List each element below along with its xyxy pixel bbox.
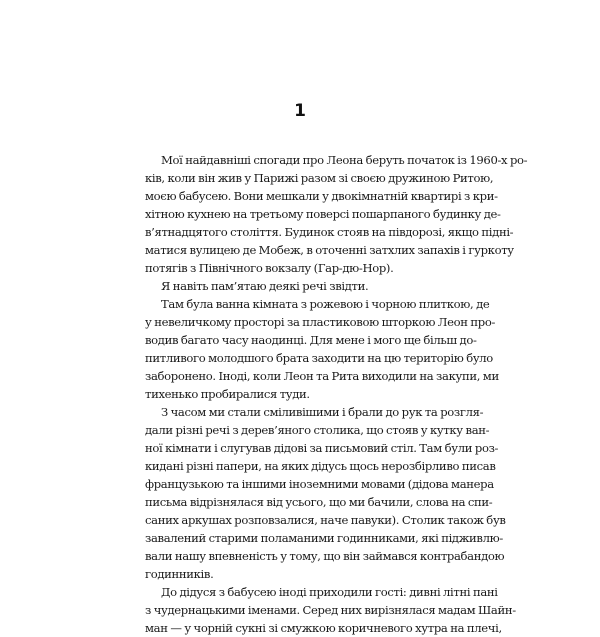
- text-line: заборонено. Іноді, коли Леон та Рита виходили на закупи, ми: [145, 369, 499, 383]
- text-line: у невеличкому просторі за пластиковою шторкою Леон про-: [145, 315, 496, 329]
- text-line: Я навіть пам’ятаю деякі речі звідти.: [161, 279, 369, 293]
- text-line: дали різні речі з дерев’яного столика, що стояв у кутку ван-: [145, 423, 490, 437]
- text-line: ної кімнати і слугував дідові за письмовий стіл. Там були роз-: [145, 441, 499, 455]
- text-line: водив багато часу наодинці. Для мене і мого ще більш до-: [145, 333, 477, 347]
- text-line: з чудернацькими іменами. Серед них вирізнялася мадам Шайн-: [145, 603, 516, 617]
- text-line: Мої найдавніші спогади про Леона беруть початок із 1960-х ро-: [161, 153, 528, 167]
- text-line: ман — у чорній сукні зі смужкою коричневого хутра на плечі,: [145, 621, 502, 635]
- text-line: вали нашу впевненість у тому, що він займався контрабандою: [145, 549, 505, 563]
- text-line: письма відрізнялася від усього, що ми бачили, слова на спи-: [145, 495, 493, 509]
- text-line: Там була ванна кімната з рожевою і чорною плиткою, де: [161, 297, 490, 311]
- text-line: З часом ми стали сміливішими і брали до рук та розгля-: [161, 405, 484, 419]
- body-text: [145, 151, 528, 637]
- text-line: саних аркушах розповзалися, наче павуки). Столик також був: [145, 513, 506, 527]
- text-line: годинників.: [145, 567, 214, 581]
- chapter-number: 1: [294, 101, 306, 121]
- text-line: французькою та іншими іноземними мовами (дідова манера: [145, 477, 494, 491]
- text-line: хітною кухнею на третьому поверсі пошарпаного будинку де-: [145, 207, 501, 221]
- text-line: в’ятнадцятого століття. Будинок стояв на півдорозі, якщо підні-: [145, 225, 514, 239]
- text-line: матися вулицею де Мобеж, в оточенні затхлих запахів і гуркоту: [145, 243, 514, 257]
- text-line: тихенько пробиралися туди.: [145, 387, 310, 401]
- text-line: моєю бабусею. Вони мешкали у двокімнатній квартирі з кри-: [145, 189, 498, 203]
- text-line: завалений старими поламаними годинниками, які підживлю-: [145, 531, 503, 545]
- text-line: питливого молодшого брата заходити на цю територію було: [145, 351, 493, 365]
- text-line: До дідуся з бабусею іноді приходили гості: дивні літні пані: [161, 585, 498, 599]
- text-line: ків, коли він жив у Парижі разом зі своєю дружиною Ритою,: [145, 171, 494, 185]
- text-line: кидані різні папери, на яких дідусь щось нерозбірливо писав: [145, 459, 496, 473]
- text-line: потягів з Північного вокзалу (Гар-дю-Нор).: [145, 261, 394, 275]
